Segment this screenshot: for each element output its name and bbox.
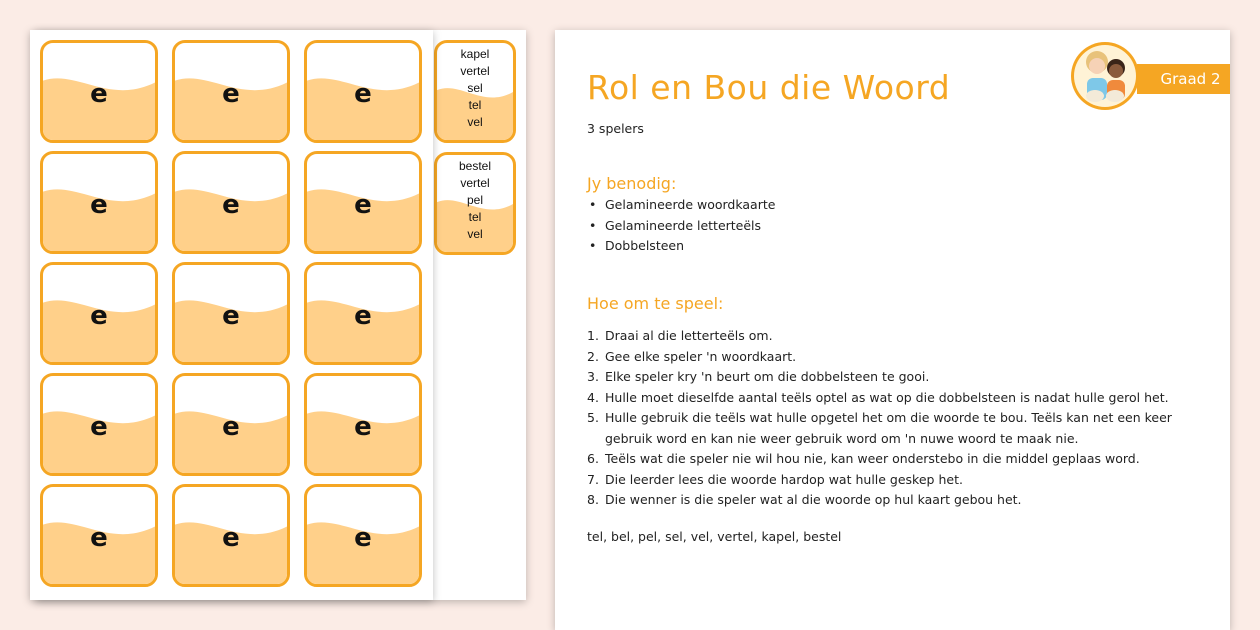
letter-tile (304, 40, 422, 143)
step-text: Gee elke speler 'n woordkaart. (605, 348, 797, 364)
step-number: 4. (587, 389, 599, 405)
letter-tile (40, 40, 158, 143)
step-item (587, 326, 1187, 347)
tile-letter: e (90, 523, 108, 553)
word-item: sel (467, 81, 483, 95)
word-list-summary: tel, bel, pel, sel, vel, vertel, kapel, bestel (587, 529, 842, 544)
step-number: 7. (587, 471, 599, 487)
tile-letter: e (354, 79, 372, 109)
step-text: Die leerder lees die woorde hardop wat hulle geskep het. (605, 471, 963, 487)
step-text: Hulle gebruik die teëls wat hulle opgetel het om die woorde te bou. Teëls kan net een keer gebruik word en kan nie weer gebruik word om 'n nuwe woord te maak nie. (605, 410, 1172, 446)
step-text: Elke speler kry 'n beurt om die dobbelsteen te gooi. (605, 369, 930, 384)
word-list (437, 158, 513, 243)
tile-letter: e (222, 301, 240, 331)
tile-letter: e (90, 190, 108, 220)
letter-tile (40, 484, 158, 587)
steps-list (587, 326, 1187, 511)
word-item: tel (468, 98, 482, 112)
step-text: Die wenner is die speler wat al die woorde op hul kaart gebou het. (605, 492, 1022, 507)
steps-heading: Hoe om te speel: (587, 294, 724, 313)
word-item: bestel (458, 159, 492, 173)
instruction-sheet (555, 30, 1230, 630)
tile-letter: e (354, 190, 372, 220)
needs-item: • Gelamineerde letterteëls (587, 216, 775, 237)
word-item: vel (467, 227, 483, 241)
step-item (587, 449, 1187, 470)
step-text: Draai al die letterteëls om. (605, 328, 773, 343)
letter-tile (40, 151, 158, 254)
step-item (587, 490, 1187, 511)
tile-letter: e (222, 412, 240, 442)
needs-heading: Jy benodig: (587, 174, 677, 193)
letter-tile (40, 373, 158, 476)
tile-letter: e (222, 190, 240, 220)
page-title: Rol en Bou die Woord (587, 68, 951, 107)
step-number: 5. (587, 410, 599, 425)
player-count: 3 spelers (587, 121, 644, 136)
letter-tile (304, 151, 422, 254)
word-item: tel (468, 210, 482, 224)
letter-tile (304, 262, 422, 365)
letter-tile (40, 262, 158, 365)
word-item: pel (466, 193, 483, 207)
tile-letter: e (90, 412, 108, 442)
tile-letter: e (90, 301, 108, 331)
step-number: 1. (587, 328, 599, 343)
step-number: 8. (587, 492, 599, 507)
letter-tile (172, 373, 290, 476)
word-list (437, 46, 513, 131)
step-number: 6. (587, 451, 599, 466)
step-item (587, 408, 1187, 449)
tile-letter: e (90, 79, 108, 109)
word-item: kapel (460, 47, 490, 61)
step-text: Hulle moet dieselfde aantal teëls optel as wat op die dobbelsteen is nadat hulle gerol het. (605, 389, 1169, 405)
tile-letter: e (222, 523, 240, 553)
tile-letter: e (222, 79, 240, 109)
word-item: vertel (460, 64, 490, 78)
word-item: vertel (460, 176, 490, 190)
letter-tile (304, 484, 422, 587)
word-item: vel (467, 115, 483, 129)
step-item (587, 470, 1187, 491)
word-card (434, 152, 516, 255)
needs-list (587, 195, 775, 257)
tile-letter: e (354, 523, 372, 553)
tile-letter: e (354, 412, 372, 442)
letter-tile (304, 373, 422, 476)
word-card (434, 40, 516, 143)
needs-item: • Gelamineerde woordkaarte (587, 195, 775, 216)
step-item (587, 367, 1187, 388)
letter-tile (172, 151, 290, 254)
step-item (587, 388, 1187, 409)
letter-tile (172, 262, 290, 365)
letter-tile (172, 40, 290, 143)
grade-badge: Graad 2 (1137, 64, 1230, 94)
tile-letter: e (354, 301, 372, 331)
mascot-children-dog-icon (1067, 36, 1143, 112)
needs-item: • Dobbelsteen (587, 236, 775, 257)
letter-tile-sheet (30, 30, 433, 600)
step-text: Teëls wat die speler nie wil hou nie, kan weer onderstebo in die middel geplaas word. (605, 451, 1140, 466)
step-number: 3. (587, 369, 599, 384)
step-number: 2. (587, 348, 599, 364)
letter-tile (172, 484, 290, 587)
step-item (587, 347, 1187, 368)
